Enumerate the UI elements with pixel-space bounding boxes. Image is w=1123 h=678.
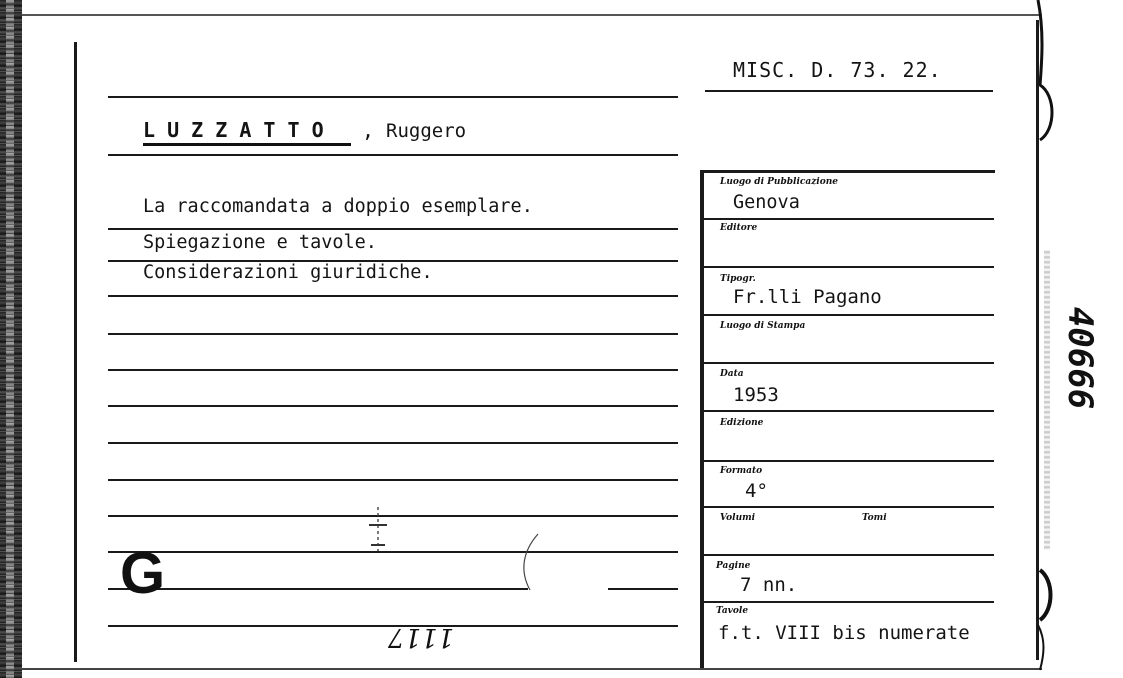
ruled-line: [108, 369, 678, 371]
author-given-name: Ruggero: [386, 120, 467, 142]
field-line: [704, 362, 994, 364]
field-line: [704, 410, 994, 412]
publisher-label: Editore: [720, 223, 758, 233]
title-line: La raccomandata a doppio esemplare.: [143, 196, 533, 217]
place-label: Luogo di Pubblicazione: [720, 177, 838, 187]
field-line: [704, 218, 994, 220]
ruled-line: [108, 479, 678, 481]
printer-value: Fr.lli Pagano: [733, 286, 882, 308]
printer-label: Tipogr.: [720, 274, 756, 284]
top-border: [22, 14, 1042, 16]
author-surname-underline: [143, 143, 351, 146]
volumes-label: Volumi: [720, 513, 756, 523]
ruled-line: [108, 515, 678, 517]
field-line: [704, 601, 994, 603]
title-line: Considerazioni giuridiche.: [143, 262, 433, 283]
ruled-line: [108, 154, 678, 156]
format-value: 4°: [745, 480, 768, 502]
author-surname: L U Z Z A T T O: [143, 118, 324, 142]
ruled-line: [108, 442, 678, 444]
plates-value: f.t. VIII bis numerate: [718, 622, 970, 644]
ruled-line: [108, 96, 678, 98]
print-place-label: Luogo di Stampa: [720, 321, 806, 331]
bottom-border: [22, 668, 1042, 670]
pages-label: Pagine: [716, 561, 751, 571]
left-margin-line: [74, 42, 77, 662]
ruled-line: [108, 333, 678, 335]
ruled-line: [108, 405, 678, 407]
field-line: [704, 266, 994, 268]
date-value: 1953: [733, 384, 779, 406]
plates-label: Tavole: [716, 606, 749, 616]
pages-value: 7 nn.: [740, 574, 798, 596]
field-line: [704, 314, 994, 316]
binding-strip-texture: [6, 0, 14, 678]
ruled-line: [108, 588, 528, 590]
accession-number: 40666: [1060, 306, 1100, 410]
author-separator: ,: [362, 118, 375, 142]
title-line: Spiegazione e tavole.: [143, 232, 377, 253]
field-box-top-border: [700, 170, 995, 173]
handwritten-number: 1117: [388, 622, 455, 652]
ruled-line: [108, 228, 678, 230]
field-line: [704, 460, 994, 462]
tomes-label: Tomi: [862, 513, 887, 523]
stamp-mark: [365, 505, 391, 553]
place-value: Genova: [733, 192, 800, 213]
ruled-line: [608, 588, 678, 590]
pencil-curve: [512, 532, 542, 592]
date-label: Data: [720, 369, 744, 379]
shelfmark: MISC. D. 73. 22.: [733, 58, 942, 82]
ruled-line: [108, 295, 678, 297]
class-letter: G: [120, 541, 166, 606]
field-box-left-border: [700, 170, 704, 668]
shelfmark-underline: [705, 90, 993, 92]
field-line: [704, 554, 994, 556]
ruled-line: [108, 551, 678, 553]
format-label: Formato: [720, 466, 763, 476]
scan-edge-texture: [1044, 250, 1050, 550]
field-line: [704, 506, 994, 508]
edition-label: Edizione: [720, 418, 764, 428]
